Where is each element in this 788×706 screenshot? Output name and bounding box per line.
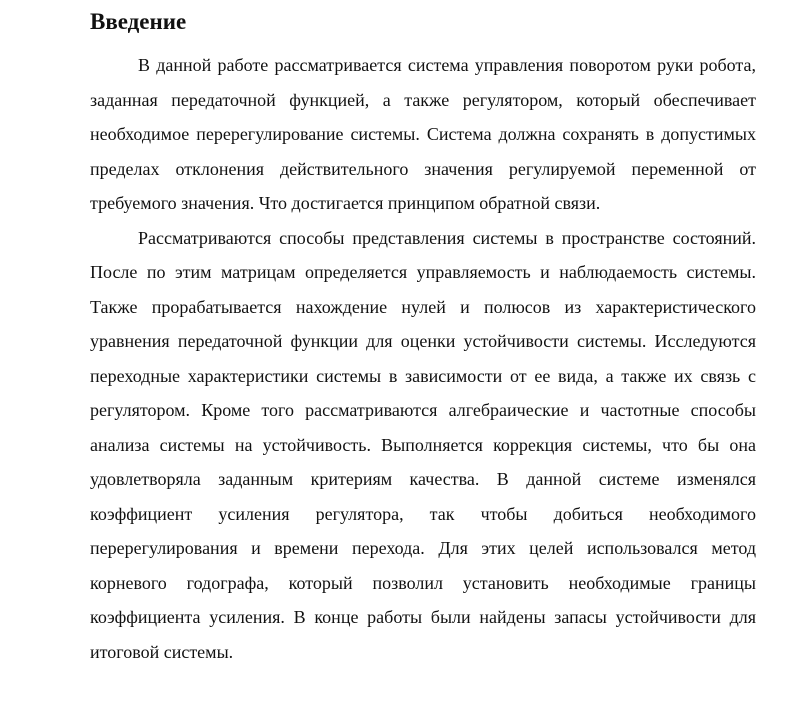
paragraph-methods: Рассматриваются способы представления системы в пространстве состояний. После по этим матрицам определяется управляемость и наблюдаемость системы. Также прорабатывается нахождение нулей и полюсов из характеристического уравнения передаточной функции для оценки устойчивости системы. Исследуются переходные характеристики системы в зависимости от ее вида, а также их связь с регулятором. Кроме того рассматриваются алгебраические и частотные способы анализа системы на устойчивость. Выполняется коррекция системы, что бы она удовлетворяла заданным критериям качества. В данной системе изменялся коэффициент усиления регулятора, так чтобы добиться необходимого перерегулирования и времени перехода. Для этих целей использовался метод корневого годографа, который позволил установить необходимые границы коэффициента усиления. В конце работы были найдены запасы устойчивости для итоговой системы. bbox=[90, 227, 756, 662]
document-page bbox=[90, 6, 756, 669]
section-heading: Введение bbox=[90, 9, 187, 34]
paragraph-intro: В данной работе рассматривается система управления поворотом руки робота, заданная передаточной функцией, а также регулятором, который обеспечивает необходимое перерегулирование системы. Система должна сохранять в допустимых пределах отклонения действительного значения регулируемой переменной от требуемого значения. Что достигается принципом обратной связи. bbox=[90, 55, 756, 213]
